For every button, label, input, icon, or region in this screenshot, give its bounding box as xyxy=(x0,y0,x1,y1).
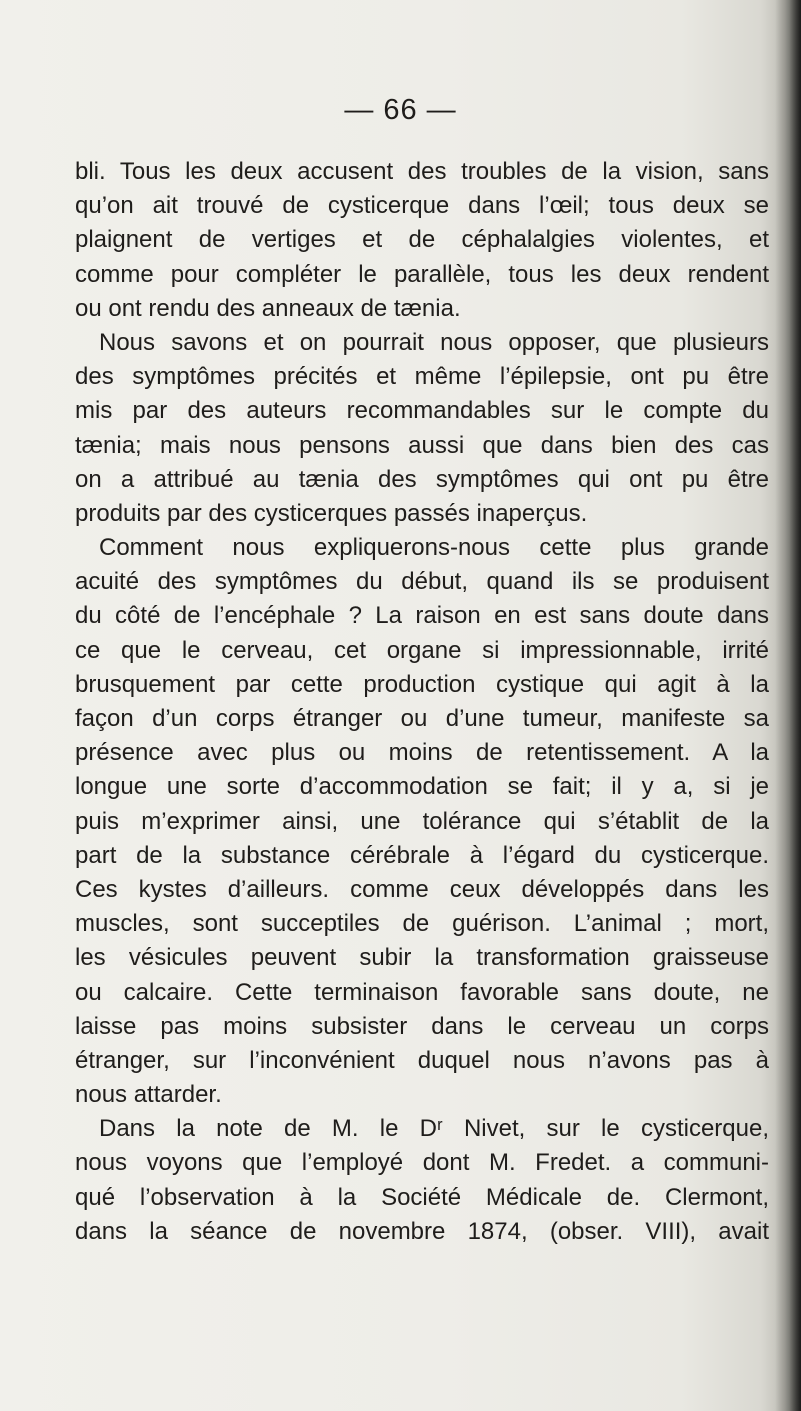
text-line: Nous savons et on pourrait nous opposer, que plusieurs xyxy=(99,328,769,356)
text-line: présence avec plus ou moins de retentissement. A la xyxy=(75,739,769,767)
text-line: tænia; mais nous pensons aussi que dans bien des cas xyxy=(75,431,769,459)
text-line: ce que le cerveau, cet organe si impressionnable, irrité xyxy=(75,636,769,664)
text-line: plaignent de vertiges et de céphalalgies violentes, et xyxy=(75,226,769,254)
page-number: — 66 — xyxy=(344,94,457,126)
text-line: puis m’exprimer ainsi, une tolérance qui s’établit de la xyxy=(75,807,769,835)
text-line: nous voyons que l’employé dont M. Fredet. a communi- xyxy=(75,1149,769,1177)
text-line: façon d’un corps étranger ou d’une tumeur, manifeste sa xyxy=(75,705,769,732)
text-line: ou calcaire. Cette terminaison favorable sans doute, ne xyxy=(75,978,769,1006)
text-line: les vésicules peuvent subir la transformation graisseuse xyxy=(75,944,769,972)
text-line: qu’on ait trouvé de cysticerque dans l’œil; tous deux se xyxy=(75,192,769,220)
text-line: nous attarder. xyxy=(75,1081,222,1109)
text-line: longue une sorte d’accommodation se fait; il y a, si je xyxy=(75,773,769,801)
text-line: Dans la note de M. le Dʳ Nivet, sur le cysticerque, xyxy=(99,1115,769,1143)
text-line: bli. Tous les deux accusent des troubles de la vision, sans xyxy=(75,158,769,185)
text-line: étranger, sur l’inconvénient duquel nous n’avons pas à xyxy=(75,1046,769,1074)
text-line: qué l’observation à la Société Médicale de. Clermont, xyxy=(75,1183,769,1211)
text-line: brusquement par cette production cystique qui agit à la xyxy=(75,670,769,698)
text-line: comme pour compléter le parallèle, tous les deux rendent xyxy=(75,260,769,288)
text-line: mis par des auteurs recommandables sur le compte du xyxy=(75,397,769,425)
text-line: Ces kystes d’ailleurs. comme ceux développés dans les xyxy=(75,875,769,903)
text-line: muscles, sont succeptiles de guérison. L’animal ; mort, xyxy=(75,910,769,938)
text-line: laisse pas moins subsister dans le cerveau un corps xyxy=(75,1012,769,1040)
text-line: des symptômes précités et même l’épilepsie, ont pu être xyxy=(75,363,769,391)
page-body-text xyxy=(75,155,769,1249)
text-line: ou ont rendu des anneaux de tænia. xyxy=(75,294,461,322)
text-line: du côté de l’encéphale ? La raison en est sans doute dans xyxy=(75,602,769,630)
text-line: produits par des cysticerques passés inaperçus. xyxy=(75,499,588,527)
page-edge-shadow xyxy=(775,0,801,1411)
text-line: acuité des symptômes du début, quand ils se produisent xyxy=(75,568,769,596)
text-line: dans la séance de novembre 1874, (obser. VIII), avait xyxy=(75,1217,769,1245)
text-line: part de la substance cérébrale à l’égard du cysticerque. xyxy=(75,841,769,869)
text-line: on a attribué au tænia des symptômes qui ont pu être xyxy=(75,465,769,493)
text-line: Comment nous expliquerons-nous cette plus grande xyxy=(99,534,769,562)
